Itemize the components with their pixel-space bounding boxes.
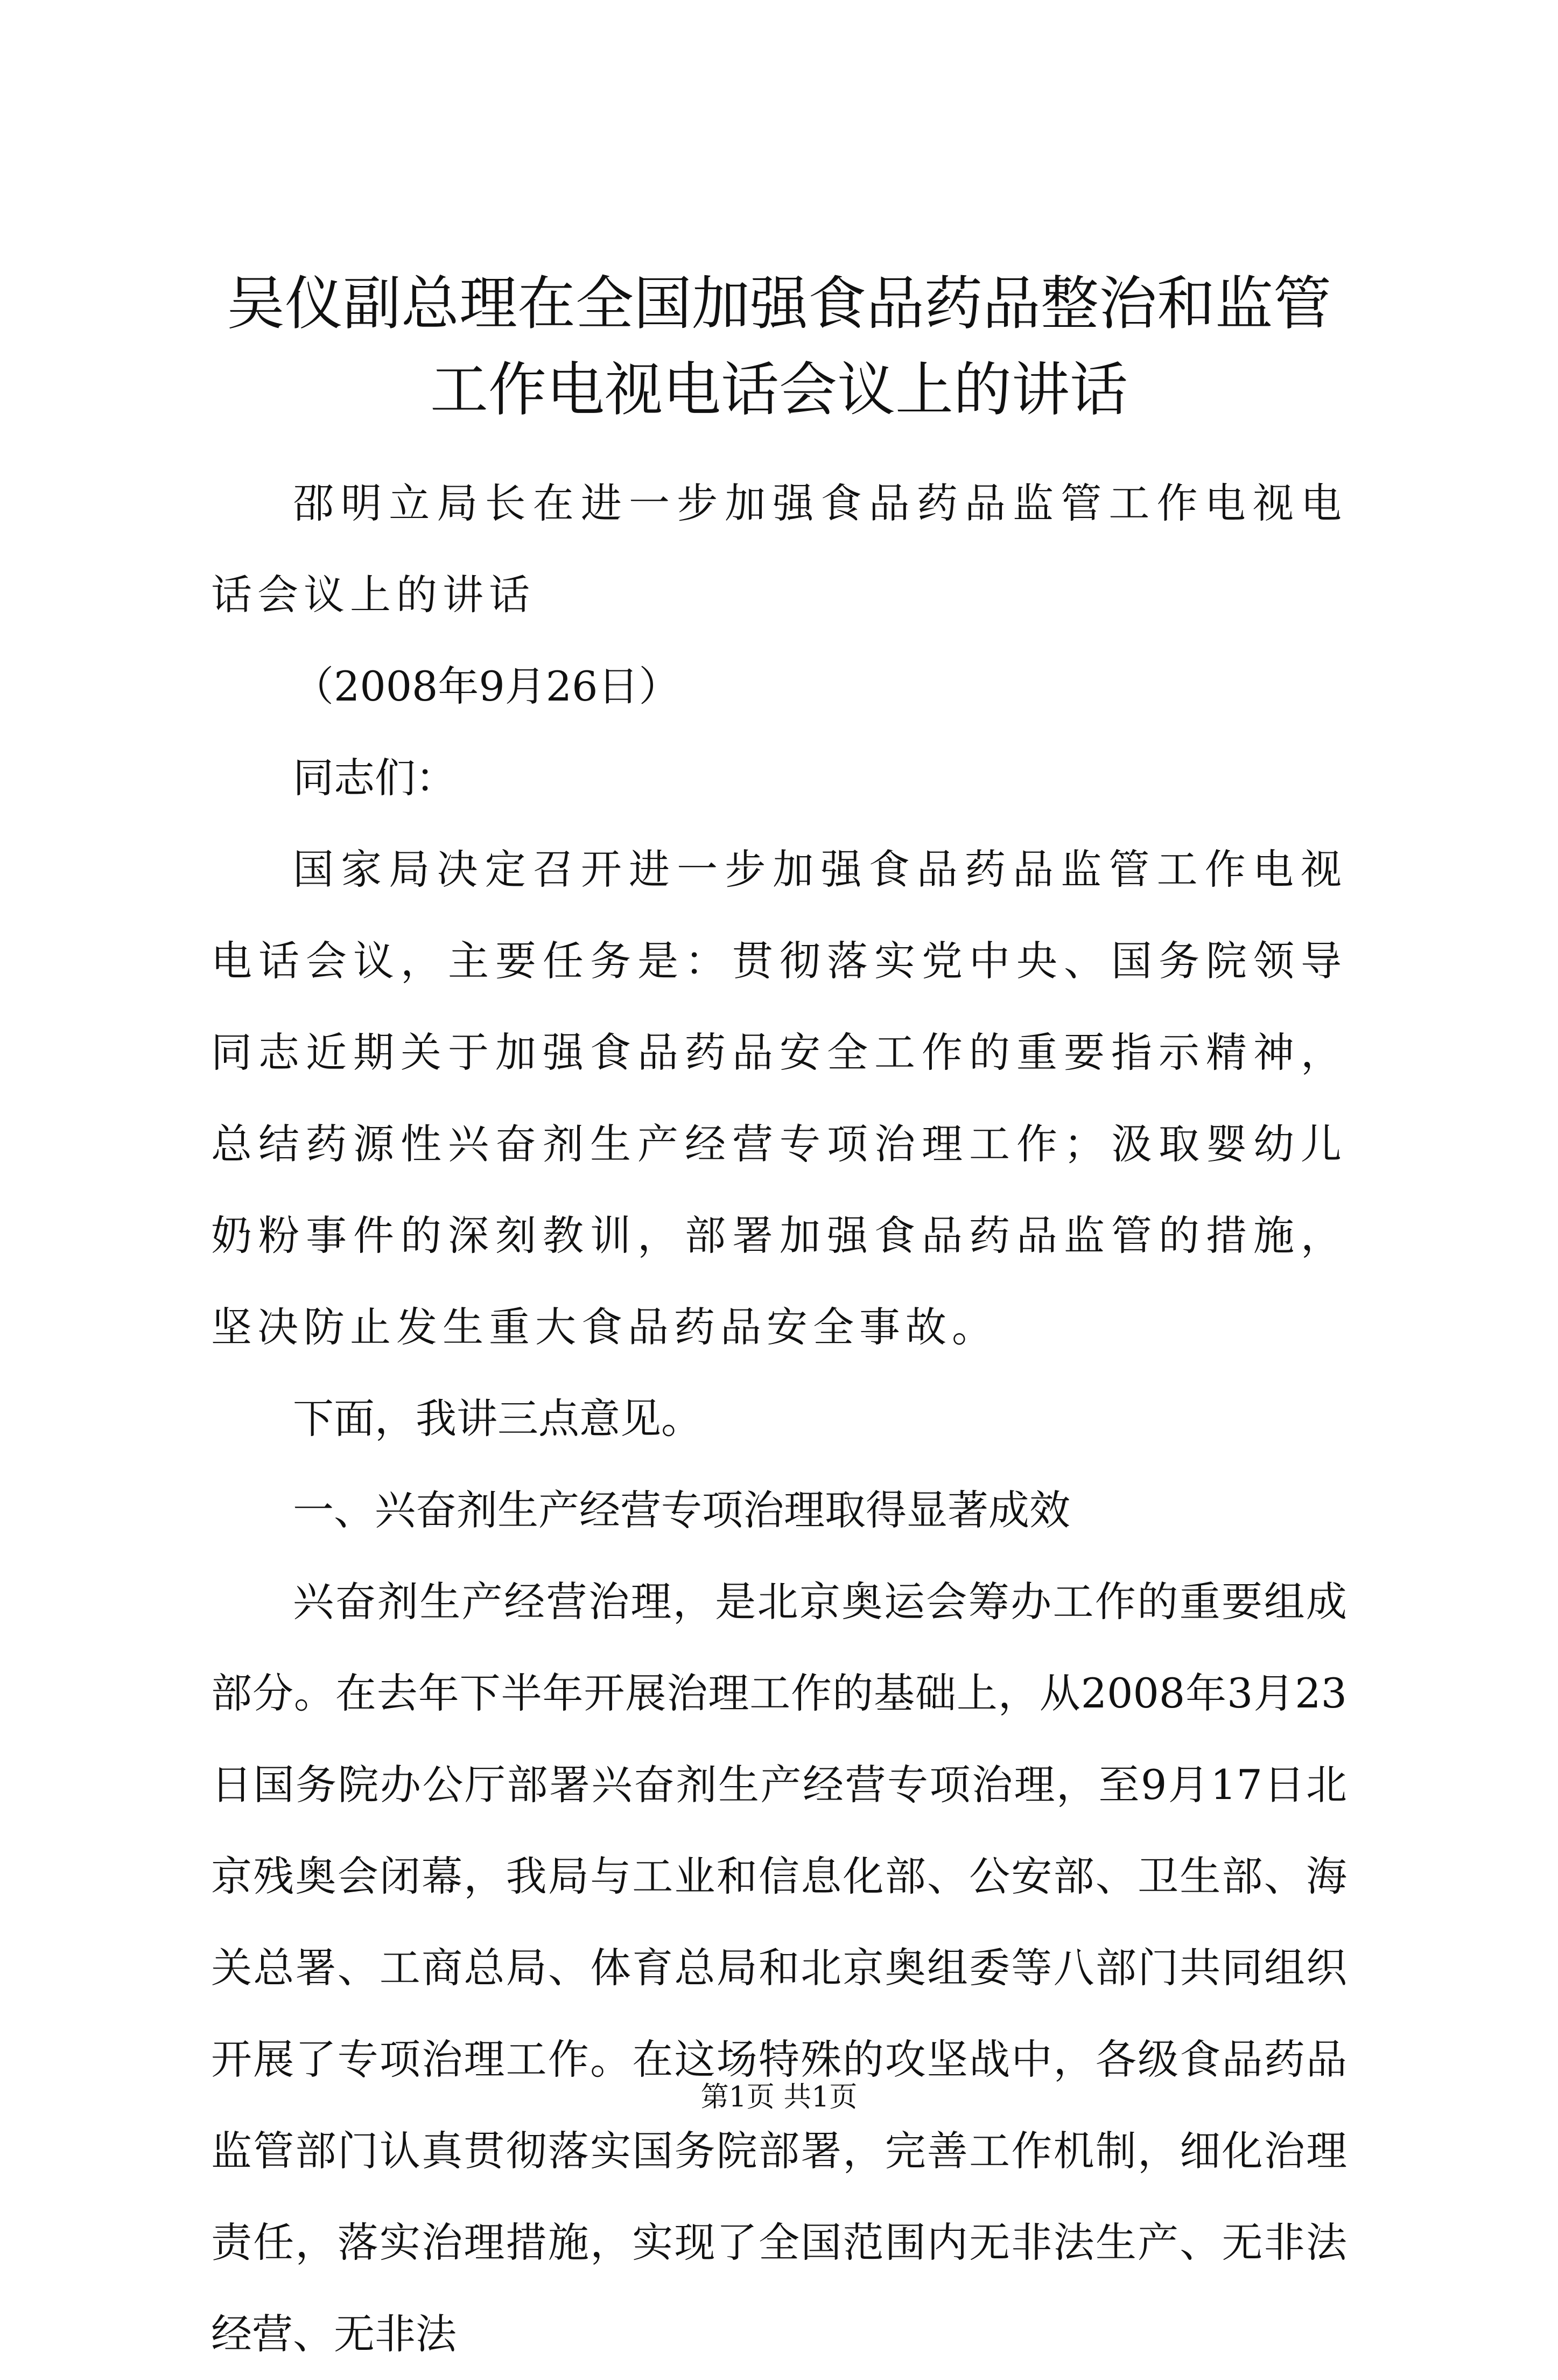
- section-heading: 一、兴奋剂生产经营专项治理取得显著成效: [293, 1486, 1070, 1534]
- section-paragraph: 兴奋剂生产经营治理，是北京奥运会筹办工作的重要组成部分。在去年下半年开展治理工作的基础上，从2008年3月23日国务院办公厅部署兴奋剂生产经营专项治理，至9月17日北京残奥会闭幕，我局与工业和信息化部、公安部、卫生部、海关总署、工商总局、体育总局和北京奥组委等八部门共同组织开展了专项治理工作。在这场特殊的攻坚战中，各级食品药品监管部门认真贯彻落实国务院部署，完善工作机制，细化治理责任，落实治理措施，实现了全国范围内无非法生产、无非法经营、无非法: [211, 1578, 1347, 2358]
- intro-paragraph: 国家局决定召开进一步加强食品药品监管工作电视电话会议，主要任务是：贯彻落实党中央、国务院领导同志近期关于加强食品药品安全工作的重要指示精神，总结药源性兴奋剂生产经营专项治理工作；汲取婴幼儿奶粉事件的深刻教训，部署加强食品药品监管的措施，坚决防止发生重大食品药品安全事故。: [211, 845, 1347, 1351]
- speech-subtitle: 邵明立局长在进一步加强食品药品监管工作电视电话会议上的讲话: [211, 479, 1347, 619]
- document-title: 吴仪副总理在全国加强食品药品整治和监管工作电视电话会议上的讲话: [226, 270, 1331, 424]
- speech-date: （2008年9月26日）: [293, 662, 680, 710]
- outline-paragraph: 下面，我讲三点意见。: [293, 1395, 702, 1443]
- salutation: 同志们：: [293, 754, 457, 802]
- page-footer: 第1页 共1页: [700, 2081, 858, 2113]
